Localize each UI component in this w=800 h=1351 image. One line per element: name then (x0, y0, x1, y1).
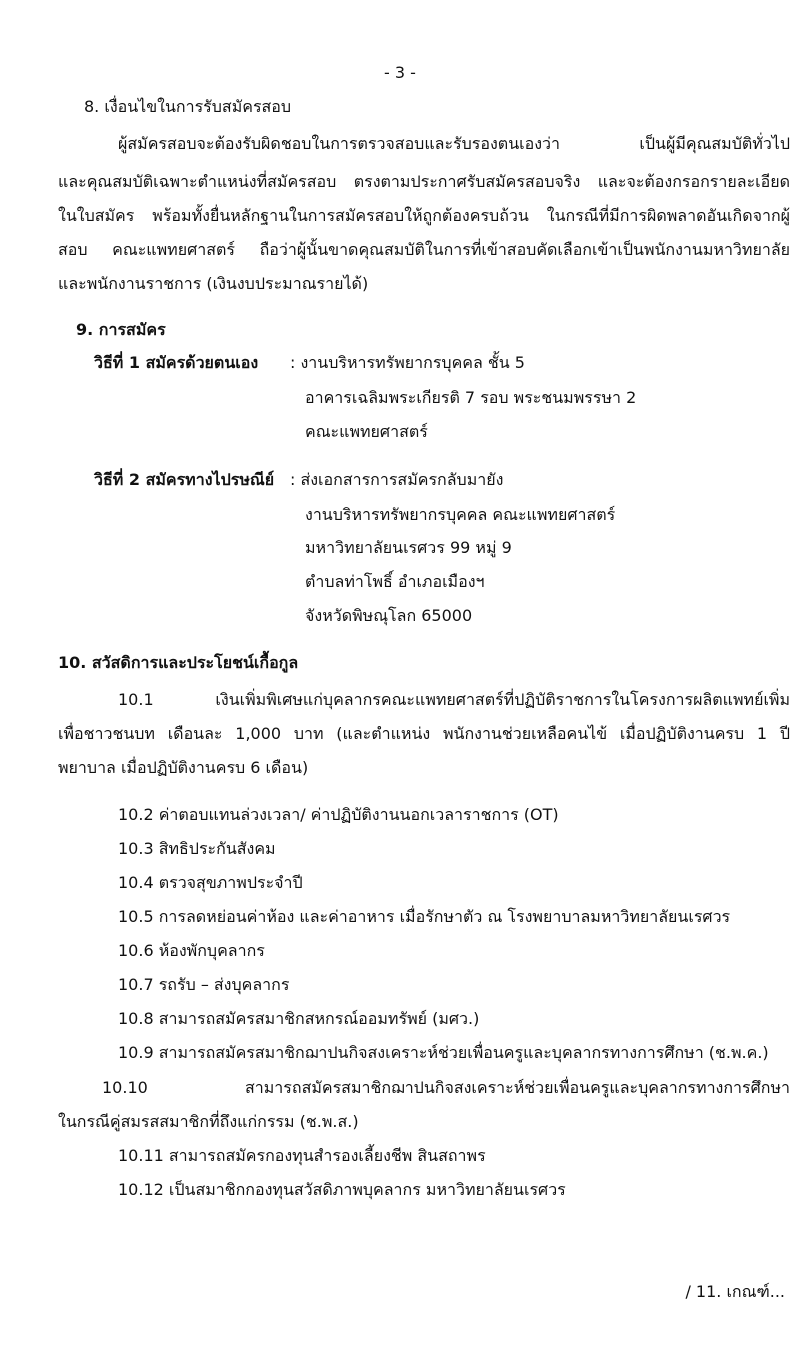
welfare-item: 10.6 ห้องพักบุคลากร (118, 941, 265, 960)
method-1-line: : งานบริหารทรัพยากรบุคคล ชั้น 5 (290, 353, 525, 372)
section-10-heading: 10. สวัสดิการและประโยชน์เกื้อกูล (58, 653, 299, 672)
method-2-line: จังหวัดพิษณุโลก 65000 (305, 606, 473, 625)
section-8-line: สอบ คณะแพทยศาสตร์ ถือว่าผู้นั้นขาดคุณสมบัติในการที่เข้าสอบคัดเลือกเข้าเป็นพนักงานมหาวิทยาลัย (58, 240, 790, 259)
method-1-line: คณะแพทยศาสตร์ (305, 422, 428, 441)
method-2-line: : ส่งเอกสารการสมัครกลับมายัง (290, 470, 504, 489)
welfare-item: 10.9 สามารถสมัครสมาชิกฌาปนกิจสงเคราะห์ช่วยเพื่อนครูและบุคลากรทางการศึกษา (ช.พ.ค.) (118, 1043, 769, 1062)
welfare-item: 10.8 สามารถสมัครสมาชิกสหกรณ์ออมทรัพย์ (มศว.) (118, 1009, 480, 1028)
method-2-line: งานบริหารทรัพยากรบุคคล คณะแพทยศาสตร์ (305, 505, 616, 524)
welfare-item-line: 10.10 สามารถสมัครสมาชิกฌาปนกิจสงเคราะห์ช่วยเพื่อนครูและบุคลากรทางการศึกษา (102, 1078, 790, 1097)
welfare-item: 10.3 สิทธิประกันสังคม (118, 839, 276, 858)
section-8-line: และพนักงานราชการ (เงินงบประมาณรายได้) (58, 274, 369, 293)
welfare-item: 10.11 สามารถสมัครกองทุนสำรองเลี้ยงชีพ สินสถาพร (118, 1146, 486, 1165)
method-2-line: ตำบลท่าโพธิ์ อำเภอเมืองฯ (305, 572, 485, 591)
section-8-line: และคุณสมบัติเฉพาะตำแหน่งที่สมัครสอบ ตรงตามประกาศรับสมัครสอบจริง และจะต้องกรอกรายละเอียด (58, 172, 790, 191)
footer-continuation: / 11. เกณฑ์... (685, 1282, 785, 1301)
welfare-item-line: ในกรณีคู่สมรสสมาชิกที่ถึงแก่กรรม (ช.พ.ส.) (58, 1112, 359, 1131)
welfare-item: 10.7 รถรับ – ส่งบุคลากร (118, 975, 290, 994)
method-1-label: วิธีที่ 1 สมัครด้วยตนเอง (94, 353, 259, 372)
welfare-item: 10.2 ค่าตอบแทนล่วงเวลา/ ค่าปฏิบัติงานนอกเวลาราชการ (OT) (118, 805, 559, 824)
welfare-item-line: พยาบาล เมื่อปฏิบัติงานครบ 6 เดือน) (58, 758, 309, 777)
section-8-heading: 8. เงื่อนไขในการรับสมัครสอบ (84, 97, 292, 116)
welfare-item: 10.12 เป็นสมาชิกกองทุนสวัสดิภาพบุคลากร มหาวิทยาลัยนเรศวร (118, 1180, 566, 1199)
method-2-label: วิธีที่ 2 สมัครทางไปรษณีย์ (94, 470, 275, 489)
method-1-line: อาคารเฉลิมพระเกียรติ 7 รอบ พระชนมพรรษา 2 (305, 388, 637, 407)
welfare-item-line: 10.1 เงินเพิ่มพิเศษแก่บุคลากรคณะแพทยศาสตร์ที่ปฏิบัติราชการในโครงการผลิตแพทย์เพิ่ม (118, 690, 790, 709)
welfare-item: 10.5 การลดหย่อนค่าห้อง และค่าอาหาร เมื่อรักษาตัว ณ โรงพยาบาลมหาวิทยาลัยนเรศวร (118, 907, 731, 926)
method-2-line: มหาวิทยาลัยนเรศวร 99 หมู่ 9 (305, 538, 512, 557)
section-8-line: ในใบสมัคร พร้อมทั้งยื่นหลักฐานในการสมัครสอบให้ถูกต้องครบถ้วน ในกรณีที่มีการผิดพลาดอันเกิดจากผู้ (58, 206, 790, 225)
welfare-item: 10.4 ตรวจสุขภาพประจำปี (118, 873, 303, 892)
welfare-item-line: เพื่อชาวชนบท เดือนละ 1,000 บาท (และตำแหน่ง พนักงานช่วยเหลือคนไข้ เมื่อปฏิบัติงานครบ 1 ปี (58, 724, 790, 743)
section-9-heading: 9. การสมัคร (76, 320, 166, 339)
page-number: - 3 - (384, 63, 416, 82)
section-8-line: ผู้สมัครสอบจะต้องรับผิดชอบในการตรวจสอบและรับรองตนเองว่า เป็นผู้มีคุณสมบัติทั่วไป (118, 134, 790, 153)
